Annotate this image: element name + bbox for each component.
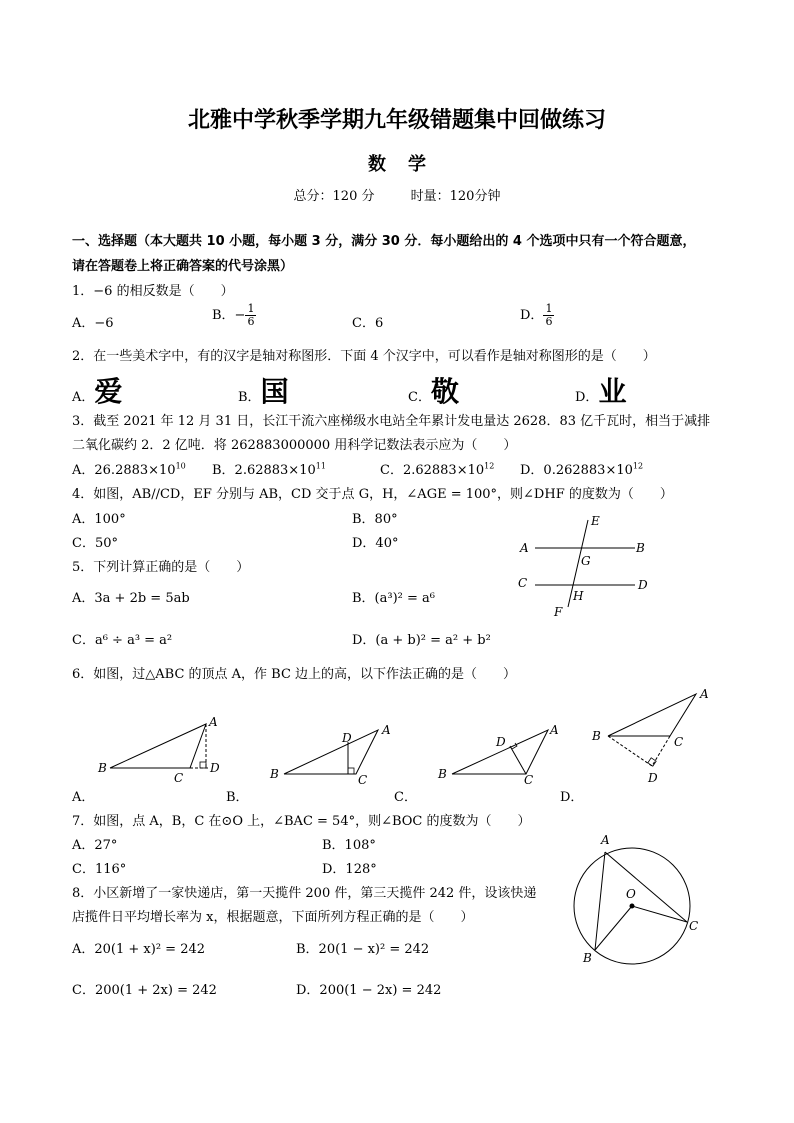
q4-option-d: D．40° bbox=[352, 536, 399, 551]
q2-option-a-label: A． bbox=[72, 390, 95, 405]
point-a-label: A bbox=[520, 541, 529, 555]
q2-option-d-label: D． bbox=[575, 390, 599, 405]
exam-meta bbox=[0, 185, 794, 204]
point-b-label: B bbox=[583, 951, 592, 965]
chord-ab bbox=[595, 852, 605, 950]
point-d-label: D bbox=[648, 771, 658, 785]
q5-option-d: D．(a + b)² = a² + b² bbox=[352, 633, 491, 648]
q2-char-ai: 爱 bbox=[94, 375, 123, 408]
q5-option-c: C．a⁶ ÷ a³ = a² bbox=[72, 633, 173, 648]
right-angle-mark bbox=[200, 762, 206, 768]
q8-option-d: D．200(1 − 2x) = 242 bbox=[296, 983, 442, 998]
q3-stem-line2: 二氧化碳约 2．2 亿吨．将 262883000000 用科学记数法表示应为（ ） bbox=[72, 438, 517, 453]
q3-option-d-exponent: 12 bbox=[632, 461, 644, 471]
q6-option-a: A． bbox=[72, 790, 95, 805]
q7-option-c: C．116° bbox=[72, 862, 127, 877]
q6-figure-b bbox=[262, 718, 402, 790]
q1-option-b-fraction bbox=[245, 303, 256, 328]
q2-char-ye: 业 bbox=[598, 375, 627, 408]
q2-char-jing: 敬 bbox=[430, 375, 459, 408]
point-a-label: A bbox=[601, 833, 610, 847]
q2-stem: 2．在一些美术字中，有的汉字是轴对称图形．下面 4 个汉字中，可以看作是轴对称图形的是（ ） bbox=[72, 349, 656, 364]
time-limit: 时量：120分钟 bbox=[410, 189, 501, 204]
total-score: 总分：120 分 bbox=[293, 189, 375, 204]
point-b-label: B bbox=[98, 761, 107, 775]
q2-option-b-label: B． bbox=[238, 390, 261, 405]
q7-stem: 7．如图，点 A，B，C 在⊙O 上，∠BAC = 54°，则∠BOC 的度数为（ ） bbox=[72, 814, 531, 829]
fraction-denominator: 6 bbox=[247, 315, 255, 328]
q2-option-a bbox=[72, 370, 122, 410]
dashed-cd bbox=[652, 736, 670, 766]
point-d-label: D bbox=[342, 731, 352, 745]
q2-option-b bbox=[238, 370, 289, 410]
q7-option-b: B．108° bbox=[322, 838, 376, 853]
fraction-numerator: 1 bbox=[545, 302, 553, 315]
triangle-abc bbox=[608, 694, 696, 736]
point-a-label: A bbox=[550, 723, 559, 737]
q4-option-b: B．80° bbox=[352, 512, 398, 527]
q7-option-a: A．27° bbox=[72, 838, 118, 853]
q1-option-c: C．6 bbox=[352, 316, 384, 331]
q4-option-a: A．100° bbox=[72, 512, 126, 527]
q3-option-d bbox=[520, 459, 643, 478]
q7-circle-figure bbox=[565, 826, 705, 968]
q2-char-guo: 国 bbox=[260, 375, 289, 408]
q2-option-c bbox=[408, 370, 459, 410]
q4-stem: 4．如图，AB//CD，EF 分别与 AB，CD 交于点 G，H，∠AGE = 100°，则∠DHF 的度数为（ ） bbox=[72, 487, 673, 502]
q3-option-c bbox=[380, 459, 494, 478]
point-c-label: C bbox=[524, 773, 534, 787]
q8-stem-line2: 店揽件日平均增长率为 x，根据题意，下面所列方程正确的是（ ） bbox=[72, 910, 474, 925]
q1-option-a: A．−6 bbox=[72, 316, 114, 331]
q6-figure-d bbox=[588, 682, 718, 788]
point-a-label: A bbox=[700, 687, 709, 701]
q1-option-d-fraction bbox=[543, 303, 554, 328]
q3-option-b bbox=[212, 459, 326, 478]
point-b-label: B bbox=[270, 767, 279, 781]
chord-ac bbox=[605, 852, 687, 922]
q4-option-c: C．50° bbox=[72, 536, 118, 551]
q8-option-c: C．200(1 + 2x) = 242 bbox=[72, 983, 217, 998]
point-o-label: O bbox=[626, 887, 636, 901]
point-h-label: H bbox=[573, 589, 584, 603]
point-c-label: C bbox=[518, 576, 528, 590]
q5-stem: 5．下列计算正确的是（ ） bbox=[72, 560, 250, 575]
q5-option-b: B．(a³)² = a⁶ bbox=[352, 591, 435, 606]
q3-option-b-base: B．2.62883×10 bbox=[212, 463, 316, 478]
q6-option-b: B． bbox=[226, 790, 249, 805]
radius-ob bbox=[595, 906, 632, 950]
point-c-label: C bbox=[358, 773, 368, 787]
point-d-label: D bbox=[496, 735, 506, 749]
q2-option-d bbox=[575, 370, 626, 410]
q3-option-a-base: A．26.2883×10 bbox=[72, 463, 176, 478]
point-d-label: D bbox=[210, 761, 220, 775]
q6-option-c: C． bbox=[394, 790, 417, 805]
section-heading-line1: 一、选择题（本大题共 10 小题，每小题 3 分，满分 30 分．每小题给出的 4 个选项中只有一个符合题意， bbox=[72, 234, 696, 249]
point-f-label: F bbox=[554, 605, 563, 619]
subject-heading: 数学 bbox=[368, 154, 448, 175]
center-point bbox=[630, 904, 635, 909]
right-angle-mark bbox=[348, 768, 354, 774]
q3-option-c-base: C．2.62883×10 bbox=[380, 463, 485, 478]
q6-option-d: D． bbox=[560, 790, 584, 805]
point-a-label: A bbox=[209, 715, 218, 729]
q1-stem: 1．−6 的相反数是（ ） bbox=[72, 284, 234, 299]
q6-figure-a bbox=[90, 710, 230, 790]
q1-option-d-prefix: D． bbox=[520, 308, 544, 323]
height-cd bbox=[510, 746, 526, 774]
q8-option-b: B．20(1 − x)² = 242 bbox=[296, 942, 430, 957]
q3-option-a bbox=[72, 459, 186, 478]
q5-option-a: A．3a + 2b = 5ab bbox=[72, 591, 190, 606]
q6-stem: 6．如图，过△ABC 的顶点 A，作 BC 边上的高，以下作法正确的是（ ） bbox=[72, 667, 517, 682]
point-a-label: A bbox=[382, 723, 391, 737]
q3-option-c-exponent: 12 bbox=[484, 461, 495, 471]
q1-option-d bbox=[520, 303, 554, 328]
radius-oc bbox=[632, 906, 687, 922]
q1-option-b-prefix: B．− bbox=[212, 308, 246, 323]
q4-parallel-lines-figure bbox=[510, 510, 660, 622]
q3-option-d-base: D．0.262883×10 bbox=[520, 463, 633, 478]
point-d-label: D bbox=[638, 578, 648, 592]
triangle-abc bbox=[284, 730, 378, 774]
point-e-label: E bbox=[591, 514, 600, 528]
q1-option-b bbox=[212, 303, 256, 328]
q8-stem-line1: 8．小区新增了一家快递店，第一天揽件 200 件，第三天揽件 242 件，设该快递 bbox=[72, 886, 537, 901]
fraction-denominator: 6 bbox=[545, 315, 553, 328]
point-b-label: B bbox=[438, 767, 447, 781]
point-c-label: C bbox=[174, 771, 184, 785]
point-g-label: G bbox=[581, 554, 591, 568]
q3-stem-line1: 3．截至 2021 年 12 月 31 日，长江干流六座梯级水电站全年累计发电量达 2628．83 亿千瓦时，相当于减排 bbox=[72, 414, 711, 429]
q7-option-d: D．128° bbox=[322, 862, 377, 877]
q8-option-a: A．20(1 + x)² = 242 bbox=[72, 942, 206, 957]
page-title: 北雅中学秋季学期九年级错题集中回做练习 bbox=[187, 108, 606, 133]
q3-option-a-exponent: 10 bbox=[175, 461, 186, 471]
q3-option-b-exponent: 11 bbox=[315, 461, 326, 471]
point-b-label: B bbox=[636, 541, 645, 555]
section-heading-line2: 请在答题卷上将正确答案的代号涂黑） bbox=[72, 259, 294, 274]
triangle-abc bbox=[110, 724, 206, 768]
q2-option-c-label: C． bbox=[408, 390, 431, 405]
point-b-label: B bbox=[592, 729, 601, 743]
dashed-bd bbox=[608, 736, 652, 766]
point-c-label: C bbox=[689, 919, 699, 933]
q6-figure-c bbox=[432, 718, 572, 790]
point-c-label: C bbox=[674, 735, 684, 749]
fraction-numerator: 1 bbox=[247, 302, 255, 315]
